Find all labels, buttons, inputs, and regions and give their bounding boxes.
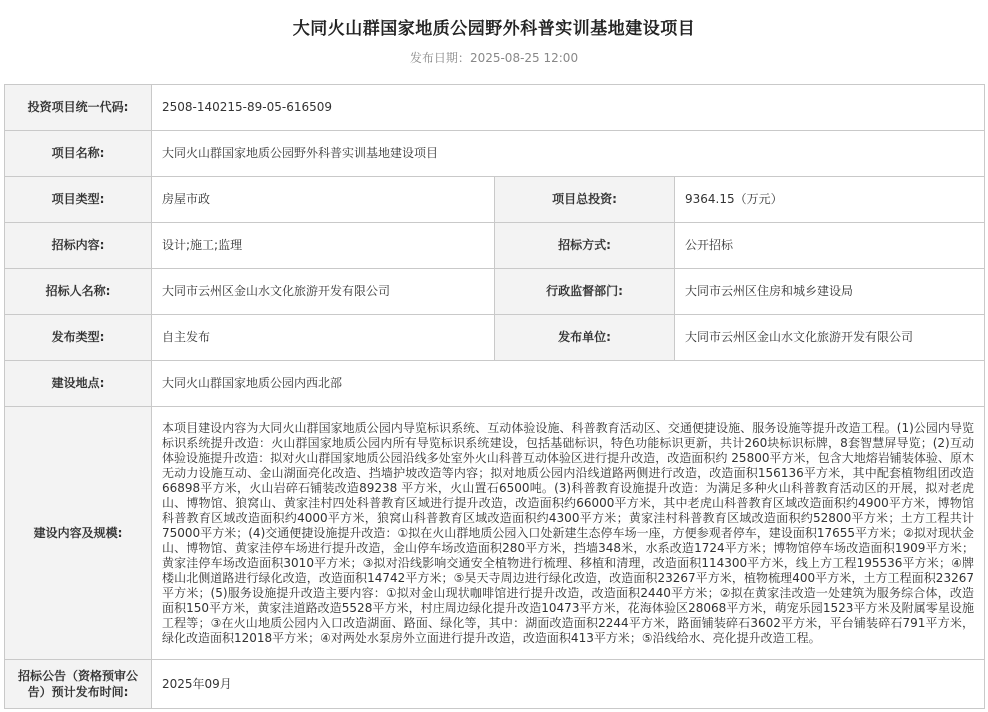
table-row (5, 361, 985, 407)
tender-content-value: 设计;施工;监理 (152, 223, 495, 269)
total-investment-label: 项目总投资: (495, 177, 675, 223)
scope-label: 建设内容及规模: (5, 407, 152, 660)
project-info-table (4, 84, 985, 709)
location-value: 大同火山群国家地质公园内西北部 (152, 361, 985, 407)
project-name-value: 大同火山群国家地质公园野外科普实训基地建设项目 (152, 131, 985, 177)
project-code-label: 投资项目统一代码: (5, 85, 152, 131)
location-label: 建设地点: (5, 361, 152, 407)
supervision-dept-value: 大同市云州区住房和城乡建设局 (675, 269, 985, 315)
page-title: 大同火山群国家地质公园野外科普实训基地建设项目 (292, 19, 696, 39)
scope-value: 本项目建设内容为大同火山群国家地质公园内导览标识系统、互动体验设施、科普教育活动区、交通便捷设施、服务设施等提升改造工程。(1)公园内导览标识系统提升改造：火山群国家地质公园内所有导览标识系统建设，包括基础标识，特色功能标识更新，共计260块标识标牌，8套智慧屏导览；(2)互动体验设施提升改造：拟对火山群国家地质公园沿线多处室外火山科普互动体验区进行提升改造，改造面积约 25800平方米，包含大地熔岩铺装体验、原木无动力设施互动、金山湖面亮化改造、挡墙护坡改造等内容；拟对地质公园内沿线道路两侧进行改造，改造面积156136平方米，其中配套植物组团改造66898平方米，火山岩碎石铺装改造89238 平方米，火山置石6500吨。(3)科普教育设施提升改造：为满足多种火山科普教育活动区的开展，拟对老虎山、博物馆、狼窝山、黄家洼村四处科普教育区域进行提升改造，改造面积约66000平方米，其中老虎山科普教育区域改造面积约4900平方米，博物馆科普教育区域改造面积约4000平方米，狼窝山科普教育区域改造面积约4300平方米；黄家洼村科普教育区域改造面积约52800平方米；土方工程共计75000平方米；(4)交通便捷设施提升改造：①拟在火山群地质公园入口处新建生态停车场一座，方便参观者停车，建设面积17655平方米；②拟对现状金山、博物馆、黄家洼停车场进行提升改造，金山停车场改造面积280平方米，挡墙348米，水系改造1724平方米；博物馆停车场改造面积1909平方米；黄家洼停车场改造面积3010平方米；③拟对沿线影响交通安全植物进行梳理、移植和清理，改造面积114300平方米，线上方工程195536平方米；④牌楼山北侧道路进行绿化改造，改造面积14742平方米；⑤昊天寺周边进行绿化改造，改造面积23267平方米，植物梳理400平方米，土方工程面积23267平方米；(5)服务设施提升改造主要内容：①拟对金山现状咖啡馆进行提升改造，改造面积2440平方米；②拟在黄家洼改造一处建筑为服务综合体，改造面积150平方米，黄家洼道路改造5528平方米，村庄周边绿化提升改造10473平方米，花海体验区28068平方米，萌宠乐园1523平方米及附属零星设施工程等；③在火山地质公园内入口改造湖面、路面、绿化等，其中：湖面改造面积2244平方米，路面铺装碎石3602平方米，平台铺装碎石791平方米，绿化改造面积12018平方米；④对两处水泵房外立面进行提升改造，改造面积413平方米；⑤沿线给水、亮化提升改造工程。 (152, 407, 985, 660)
project-type-label: 项目类型: (5, 177, 152, 223)
table-row (5, 85, 985, 131)
table-row (5, 131, 985, 177)
notice-time-label: 招标公告（资格预审公告）预计发布时间: (5, 660, 152, 709)
tenderer-name-value: 大同市云州区金山水文化旅游开发有限公司 (152, 269, 495, 315)
publish-unit-label: 发布单位: (495, 315, 675, 361)
project-type-value: 房屋市政 (152, 177, 495, 223)
page-header (0, 0, 988, 84)
tenderer-name-label: 招标人名称: (5, 269, 152, 315)
supervision-dept-label: 行政监督部门: (495, 269, 675, 315)
table-row (5, 177, 985, 223)
table-row (5, 315, 985, 361)
publish-type-label: 发布类型: (5, 315, 152, 361)
project-code-value: 2508-140215-89-05-616509 (152, 85, 985, 131)
publish-type-value: 自主发布 (152, 315, 495, 361)
tender-method-label: 招标方式: (495, 223, 675, 269)
total-investment-value: 9364.15（万元） (675, 177, 985, 223)
tender-content-label: 招标内容: (5, 223, 152, 269)
publish-date: 2025-08-25 12:00 (469, 51, 579, 65)
publish-date-line (0, 49, 988, 66)
publish-unit-value: 大同市云州区金山水文化旅游开发有限公司 (675, 315, 985, 361)
table-row (5, 269, 985, 315)
table-row (5, 223, 985, 269)
project-name-label: 项目名称: (5, 131, 152, 177)
notice-time-value: 2025年09月 (152, 660, 985, 709)
tender-method-value: 公开招标 (675, 223, 985, 269)
table-row (5, 407, 985, 660)
table-row (5, 660, 985, 709)
publish-date-label: 发布日期： (409, 51, 470, 65)
